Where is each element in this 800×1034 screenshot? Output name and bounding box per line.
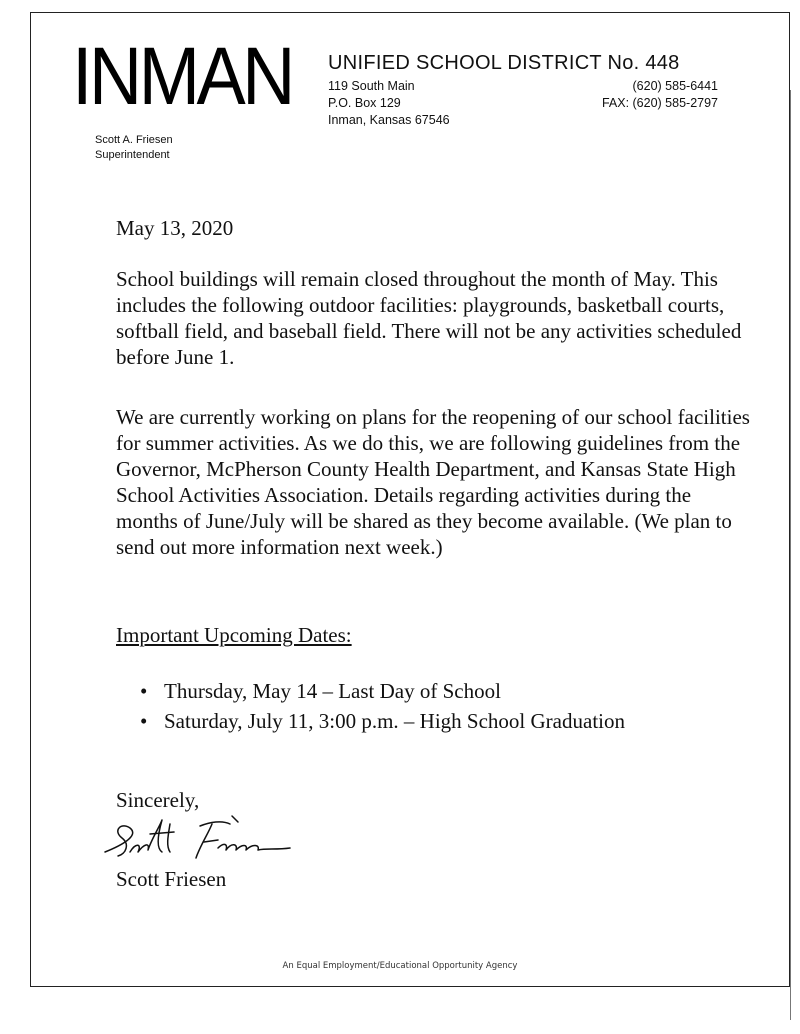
footer-statement: An Equal Employment/Educational Opportunity Agency — [282, 961, 518, 971]
address-line: P.O. Box 129 — [328, 96, 401, 110]
scan-edge-line — [790, 90, 791, 1020]
dates-heading: Important Upcoming Dates: — [116, 623, 352, 647]
superintendent-title: Superintendent — [95, 149, 170, 161]
district-title: UNIFIED SCHOOL DISTRICT No. 448 — [328, 52, 680, 74]
bullet-icon: • — [140, 679, 148, 703]
list-item — [140, 676, 625, 706]
district-logo-text: INMAN — [72, 31, 292, 122]
event-text: Thursday, May 14 – Last Day of School — [164, 679, 501, 703]
letter-closing: Sincerely, — [116, 788, 200, 812]
handwritten-signature — [100, 808, 300, 868]
address-line: Inman, Kansas 67546 — [328, 113, 450, 127]
list-item — [140, 706, 625, 736]
phone-number: (620) 585-6441 — [632, 79, 718, 93]
superintendent-name: Scott A. Friesen — [95, 134, 173, 146]
bullet-icon: • — [140, 709, 148, 733]
paragraph-closure: School buildings will remain closed throughout the month of May. This includes the following outdoor facilities: playgrounds, basketball courts, softball field, and baseball field. There will not be any activities scheduled before June 1. — [116, 267, 742, 369]
district-contact — [560, 78, 718, 112]
signer-name: Scott Friesen — [116, 867, 227, 891]
paragraph-reopening: We are currently working on plans for the reopening of our school facilities for summer activities. As we do this, we are following guidelines from the Governor, McPherson County Health Department, and Kansas State High School Activities Association. Details regarding activities during the months of June/July will be shared as they become available. (We plan to send out more information next week.) — [116, 405, 750, 559]
fax-number: FAX: (620) 585-2797 — [601, 96, 718, 110]
superintendent-block — [95, 133, 173, 163]
district-address — [328, 78, 450, 129]
event-text: Saturday, July 11, 3:00 p.m. – High School Graduation — [164, 709, 625, 733]
upcoming-dates-list — [140, 676, 625, 736]
address-line: 119 South Main — [328, 79, 415, 93]
letter-date: May 13, 2020 — [116, 216, 234, 240]
